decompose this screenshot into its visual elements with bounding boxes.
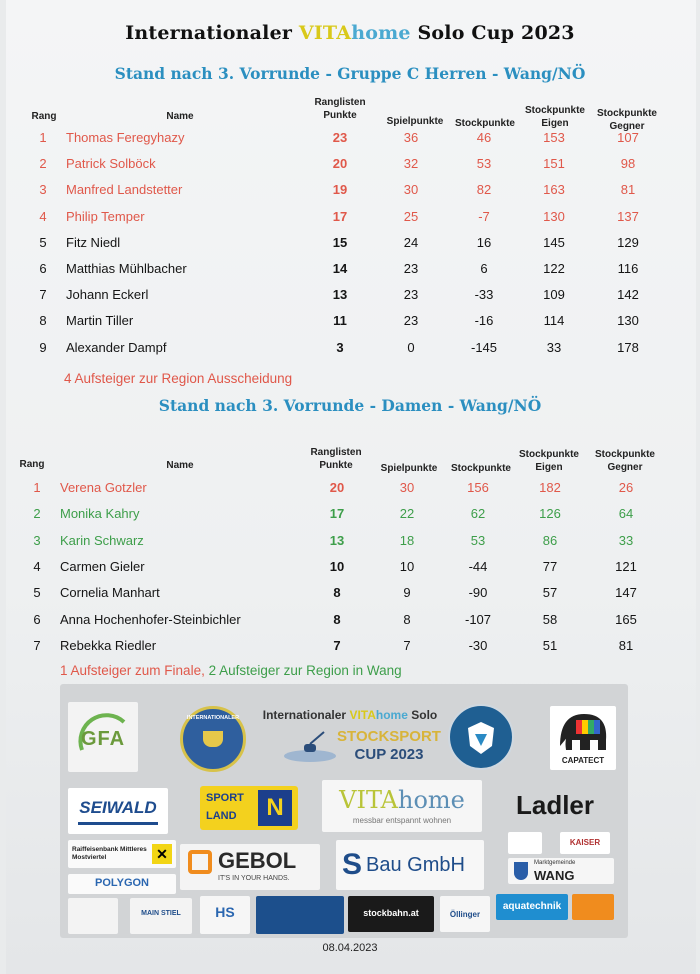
stock-eigen-cell: 86 <box>542 532 558 548</box>
sbau-logo: S Bau GmbH <box>336 840 484 890</box>
name-cell: Rebekka Riedler <box>60 637 157 653</box>
gebol-g-icon <box>188 850 212 874</box>
men-note: 4 Aufsteiger zur Region Ausscheidung <box>64 371 293 386</box>
col-stock-eigen: Stockpunkte Eigen <box>518 449 579 473</box>
women-note: 1 Aufsteiger zum Finale, 2 Aufsteiger zur Region in Wang <box>60 663 402 678</box>
elephant-icon <box>550 706 616 756</box>
ranglisten-cell: 14 <box>332 261 348 276</box>
table-row <box>0 585 700 611</box>
spielpunkte-cell: 22 <box>399 506 415 522</box>
stock-gegner-cell: 147 <box>615 585 637 601</box>
table-row <box>0 182 700 208</box>
table-row <box>0 235 700 261</box>
spielpunkte-cell: 23 <box>403 313 419 329</box>
col-stock-gegner: Stockpunkte Gegner <box>596 108 657 132</box>
ollinger-logo: Öllinger <box>440 896 490 932</box>
stockpunkte-cell: -30 <box>468 637 488 653</box>
name-cell: Karin Schwarz <box>60 532 144 548</box>
rank-cell: 6 <box>33 611 41 627</box>
stockpunkte-cell: -44 <box>468 558 488 574</box>
spielpunkte-cell: 18 <box>399 532 415 548</box>
rank-cell: 1 <box>39 130 47 145</box>
col-ranglisten: Ranglisten Punkte <box>310 447 362 471</box>
ranglisten-cell: 23 <box>332 130 348 145</box>
ranglisten-cell: 3 <box>336 339 344 355</box>
gfa-logo: GFA <box>68 702 138 772</box>
col-stock-gegner: Stockpunkte Gegner <box>594 449 655 473</box>
col-name: Name <box>166 111 194 122</box>
col-stock-eigen: Stockpunkte Eigen <box>524 105 585 129</box>
stockpunkte-cell: 82 <box>476 182 492 198</box>
wang-logo: Marktgemeinde WANG <box>508 858 614 884</box>
name-cell: Cornelia Manhart <box>60 585 160 601</box>
men-heading: Stand nach 3. Vorrunde - Gruppe C Herren - Wang/NÖ <box>114 64 586 83</box>
ranglisten-cell: 13 <box>332 287 348 303</box>
stock-gegner-cell: 137 <box>617 208 639 224</box>
table-row <box>0 287 700 313</box>
stockbahn-logo: stockbahn.at <box>348 896 434 932</box>
sportland-logo: SPORT LAND N <box>200 786 298 830</box>
name-cell: Alexander Dampf <box>66 339 167 355</box>
col-spielpunkte: Spielpunkte <box>380 463 438 474</box>
name-cell: Philip Temper <box>66 208 145 224</box>
stock-eigen-cell: 130 <box>543 208 565 224</box>
ranglisten-cell: 17 <box>332 208 348 224</box>
spielpunkte-cell: 23 <box>403 287 419 303</box>
stock-gegner-cell: 81 <box>618 637 634 653</box>
spielpunkte-cell: 23 <box>403 261 419 276</box>
ranglisten-cell: 20 <box>329 480 345 495</box>
raiffeisen-cross-icon: ✕ <box>152 844 172 864</box>
table-row <box>0 340 700 366</box>
stock-eigen-cell: 33 <box>546 339 562 355</box>
small-logo-a <box>68 898 118 934</box>
cup-logo: Internationaler VITAhome Solo STOCKSPORT CUP 2023 <box>250 706 450 776</box>
small-sponsor-logo <box>508 832 542 854</box>
col-spielpunkte: Spielpunkte <box>386 116 444 127</box>
col-stockpunkte: Stockpunkte <box>454 118 515 129</box>
table-row <box>0 506 700 532</box>
rank-cell: 5 <box>39 234 47 250</box>
raiffeisen-logo: Raiffeisenbank Mittleres Mostviertel ✕ <box>68 840 176 868</box>
stock-eigen-cell: 151 <box>543 156 565 172</box>
stockpunkte-cell: 156 <box>467 480 489 495</box>
rank-cell: 2 <box>39 156 47 172</box>
rank-cell: 7 <box>39 287 47 303</box>
name-cell: Patrick Solböck <box>66 156 156 172</box>
stockpunkte-cell: 46 <box>476 130 492 145</box>
kaiser-logo: KAISER <box>560 832 610 854</box>
ranglisten-cell: 7 <box>333 637 341 653</box>
union-wang-logo <box>448 704 514 770</box>
ranglisten-cell: 11 <box>333 313 347 329</box>
table-row <box>0 156 700 182</box>
col-rang: Rang <box>19 459 45 470</box>
gebol-logo: GEBOL IT'S IN YOUR HANDS. <box>180 844 320 890</box>
sponsor-banner <box>60 684 628 938</box>
rank-cell: 3 <box>39 182 47 198</box>
ranglisten-cell: 20 <box>332 156 348 172</box>
ranglisten-cell: 8 <box>333 585 341 601</box>
stock-gegner-cell: 121 <box>615 558 637 574</box>
spielpunkte-cell: 7 <box>403 637 411 653</box>
stock-eigen-cell: 153 <box>543 130 565 145</box>
rank-cell: 1 <box>33 480 41 495</box>
polygon-logo: POLYGON <box>68 874 176 894</box>
col-ranglisten: Ranglisten Punkte <box>314 97 366 121</box>
name-cell: Anna Hochenhofer-Steinbichler <box>60 611 241 627</box>
union-shield-icon <box>450 706 512 768</box>
spielpunkte-cell: 8 <box>403 611 411 627</box>
stock-gegner-cell: 130 <box>617 313 639 329</box>
ranglisten-cell: 13 <box>329 532 345 548</box>
stock-gegner-cell: 165 <box>615 611 637 627</box>
rank-cell: 4 <box>39 208 47 224</box>
stock-gegner-cell: 116 <box>617 261 639 276</box>
stock-eigen-cell: 77 <box>542 558 558 574</box>
stockpunkte-cell: 53 <box>470 532 486 548</box>
table-row <box>0 130 700 156</box>
stockpunkte-cell: -90 <box>468 585 488 601</box>
name-cell: Verena Gotzler <box>60 480 147 495</box>
stock-eigen-cell: 126 <box>539 506 561 522</box>
stockpunkte-cell: 62 <box>470 506 486 522</box>
sbau-s-icon: S <box>342 848 363 881</box>
stockpunkte-cell: -7 <box>478 208 490 224</box>
sport-more-logo <box>256 896 344 934</box>
ranglisten-cell: 10 <box>329 558 345 574</box>
stock-eigen-cell: 51 <box>542 637 558 653</box>
stock-gegner-cell: 26 <box>618 480 634 495</box>
capatect-logo: CAPATECT <box>550 706 616 770</box>
spielpunkte-cell: 10 <box>399 558 415 574</box>
stock-eigen-cell: 163 <box>543 182 565 198</box>
spielpunkte-cell: 32 <box>403 156 419 172</box>
name-cell: Martin Tiller <box>66 313 134 329</box>
spielpunkte-cell: 25 <box>403 208 419 224</box>
stock-gegner-cell: 33 <box>618 532 634 548</box>
stockpunkte-cell: -145 <box>470 339 498 355</box>
vitahome-logo: VITAhome messbar entspannt wohnen <box>322 780 482 832</box>
table-row <box>0 480 700 506</box>
intl-badge-logo: INTERNATIONALER <box>180 706 246 772</box>
rank-cell: 6 <box>39 261 47 276</box>
rank-cell: 4 <box>33 558 41 574</box>
rank-cell: 9 <box>39 339 47 355</box>
table-row <box>0 261 700 287</box>
noe-icon: N <box>258 790 292 826</box>
name-cell: Monika Kahry <box>60 506 140 522</box>
stock-gegner-cell: 129 <box>617 234 639 250</box>
spielpunkte-cell: 30 <box>399 480 415 495</box>
stock-gegner-cell: 98 <box>620 156 636 172</box>
stock-eigen-cell: 182 <box>539 480 561 495</box>
rank-cell: 3 <box>33 532 41 548</box>
ladler-logo: Ladler <box>515 790 595 820</box>
page-title: Internationaler VITAhome Solo Cup 2023 <box>125 22 575 44</box>
stock-gegner-cell: 81 <box>620 182 636 198</box>
name-cell: Thomas Feregyhazy <box>66 130 185 145</box>
stockpunkte-cell: -16 <box>474 313 494 329</box>
main-stiel-logo: MAIN STIEL <box>130 898 192 934</box>
ranglisten-cell: 8 <box>333 611 341 627</box>
seiwald-logo: SEIWALD <box>68 788 168 834</box>
stock-eigen-cell: 145 <box>543 234 565 250</box>
stock-eigen-cell: 122 <box>543 261 565 276</box>
name-cell: Matthias Mühlbacher <box>66 261 187 276</box>
spielpunkte-cell: 24 <box>403 234 419 250</box>
ranglisten-cell: 15 <box>332 234 348 250</box>
table-row <box>0 313 700 339</box>
spielpunkte-cell: 36 <box>403 130 419 145</box>
table-row <box>0 533 700 559</box>
spielpunkte-cell: 0 <box>407 339 415 355</box>
rank-cell: 2 <box>33 506 41 522</box>
col-stockpunkte: Stockpunkte <box>450 463 511 474</box>
name-cell: Fitz Niedl <box>66 234 121 250</box>
stock-eigen-cell: 114 <box>543 313 565 329</box>
table-row <box>0 209 700 235</box>
stock-eigen-cell: 57 <box>542 585 558 601</box>
trophy-icon <box>203 731 223 747</box>
stock-gegner-cell: 178 <box>617 339 639 355</box>
spielpunkte-cell: 9 <box>403 585 411 601</box>
rank-cell: 8 <box>39 313 47 329</box>
stockpunkte-cell: -33 <box>474 287 494 303</box>
stock-gegner-cell: 64 <box>618 506 634 522</box>
aquatechnik-logo: aquatechnik <box>496 894 568 920</box>
women-heading: Stand nach 3. Vorrunde - Damen - Wang/NÖ <box>158 396 542 415</box>
name-cell: Manfred Landstetter <box>66 182 183 198</box>
spielpunkte-cell: 30 <box>403 182 419 198</box>
ranglisten-cell: 17 <box>329 506 345 522</box>
name-cell: Johann Eckerl <box>66 287 149 303</box>
stockpunkte-cell: 6 <box>480 261 488 276</box>
orange-sponsor-logo <box>572 894 614 920</box>
stockpunkte-cell: -107 <box>464 611 492 627</box>
print-date: 08.04.2023 <box>322 942 378 954</box>
stockpunkte-cell: 53 <box>476 156 492 172</box>
wang-crest-icon <box>514 862 528 880</box>
curling-stone-icon <box>280 726 340 766</box>
stock-gegner-cell: 142 <box>617 287 639 303</box>
rank-cell: 7 <box>33 637 41 653</box>
stock-gegner-cell: 107 <box>617 130 639 145</box>
col-name: Name <box>166 460 194 471</box>
ranglisten-cell: 19 <box>332 182 348 198</box>
table-row <box>0 612 700 638</box>
rank-cell: 5 <box>33 585 41 601</box>
hs-logo: HS <box>200 896 250 934</box>
col-rang: Rang <box>31 111 57 122</box>
name-cell: Carmen Gieler <box>60 558 145 574</box>
stock-eigen-cell: 58 <box>542 611 558 627</box>
stock-eigen-cell: 109 <box>543 287 565 303</box>
table-row <box>0 638 700 664</box>
table-row <box>0 559 700 585</box>
stockpunkte-cell: 16 <box>476 234 492 250</box>
